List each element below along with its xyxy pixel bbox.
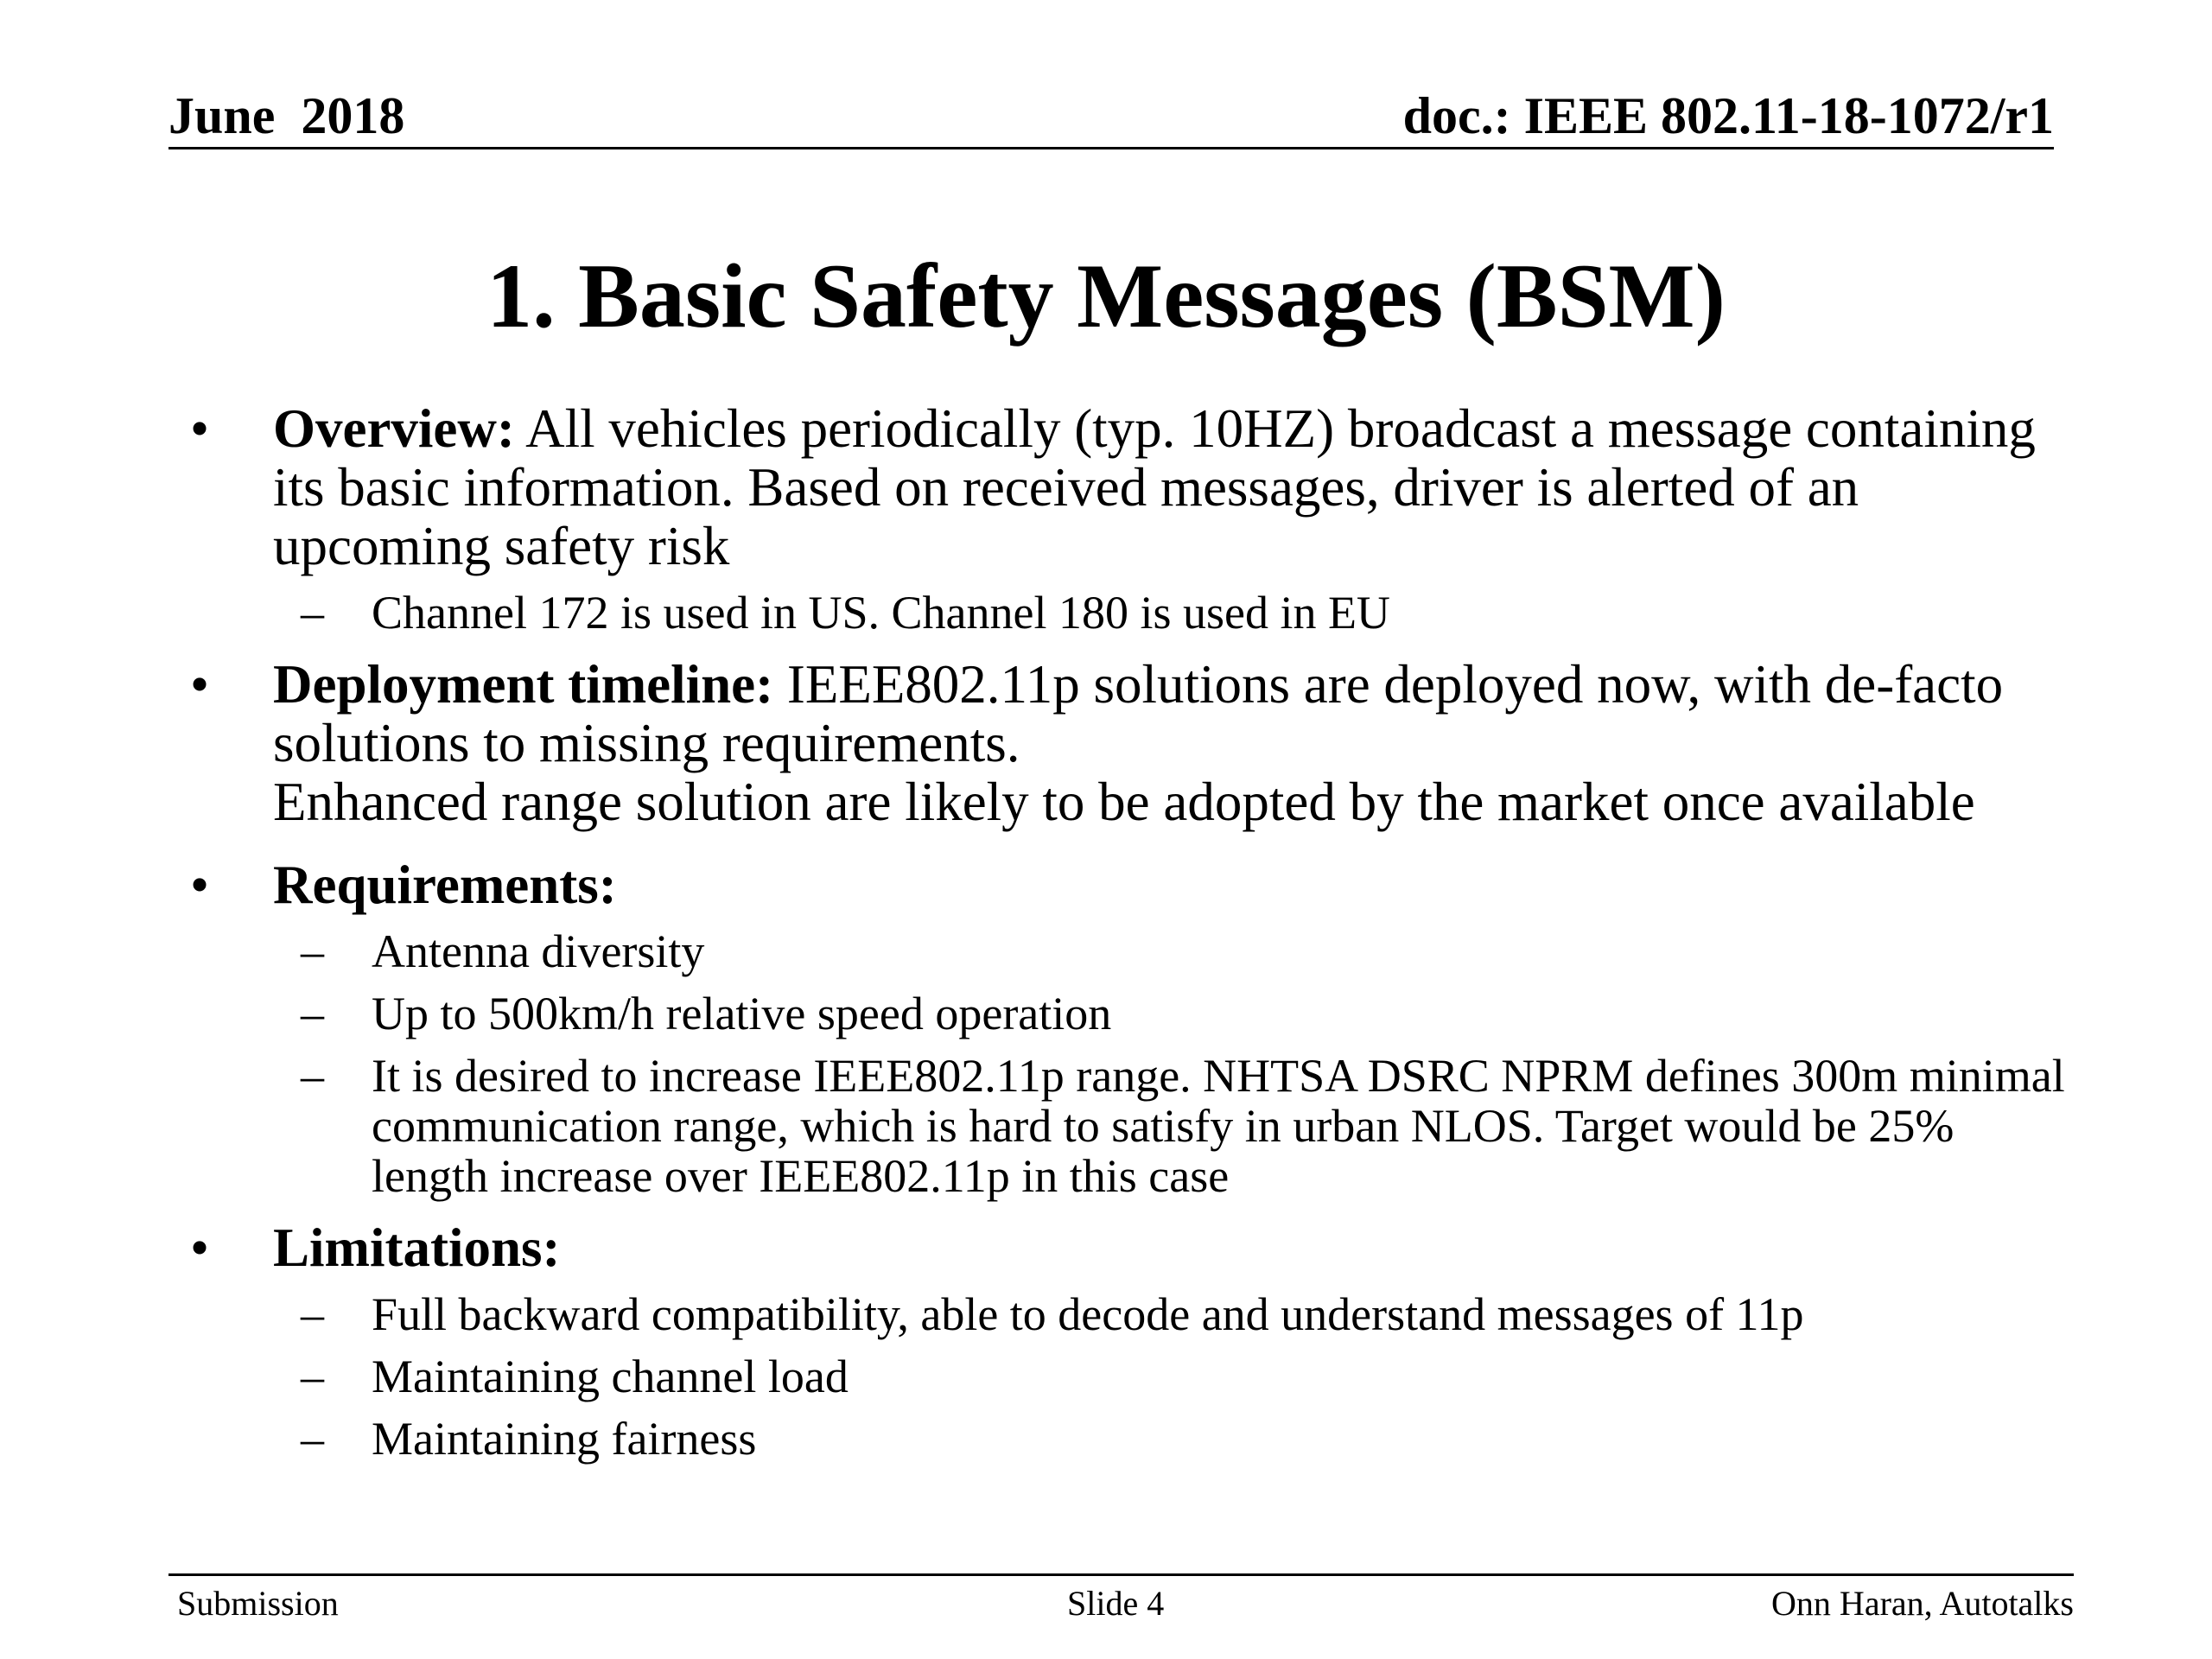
overview-text: All vehicles periodically (typ. 10HZ) broadcast a message containing its basic information. Based on received messages, driver is alerted of an upcoming safety risk [273, 398, 2036, 576]
bullet-dot-icon: • [190, 654, 210, 715]
sub-bullet-range: – It is desired to increase IEEE802.11p range. NHTSA DSRC NPRM defines 300m minimal communication range, which is hard to satisfy in urban NLOS. Target would be 25% length increase over IEEE802.11p in this case [301, 1050, 2065, 1202]
dash-icon: – [301, 925, 324, 977]
bullet-overview [173, 399, 2074, 575]
bullet-dot-icon: • [190, 398, 210, 459]
limitations-label: Limitations: [273, 1217, 561, 1278]
sub-bullet-antenna: – Antenna diversity [301, 925, 705, 977]
slide-body [173, 399, 2074, 1464]
bullet-dot-icon: • [190, 1217, 210, 1278]
slide-title: 1. Basic Safety Messages (BSM) [486, 245, 1726, 346]
deployment-text: IEEE802.11p solutions are deployed now, with de-facto solutions to missing requirements. [273, 654, 2004, 773]
header-date: June 2018 [168, 87, 405, 144]
dash-icon: – [301, 1413, 324, 1465]
sub-bullet-channel: – Channel 172 is used in US. Channel 180 is used in EU [301, 587, 1390, 639]
slide-footer [168, 1573, 2074, 1628]
footer-slide-number: Slide 4 [1067, 1584, 1165, 1623]
requirements-label: Requirements: [273, 855, 617, 915]
bullet-deployment [173, 655, 2074, 831]
sub-bullet-speed: – Up to 500km/h relative speed operation [301, 988, 1112, 1039]
footer-submission: Submission [177, 1584, 339, 1623]
dash-icon: – [301, 988, 324, 1039]
bullet-dot-icon: • [190, 855, 210, 915]
bullet-limitations [173, 1218, 2074, 1277]
sub-bullet-channel-load: – Maintaining channel load [301, 1351, 849, 1402]
deployment-label: Deployment timeline: [273, 654, 774, 715]
dash-icon: – [301, 1351, 324, 1402]
overview-label: Overview: [273, 398, 515, 459]
dash-icon: – [301, 1050, 324, 1102]
dash-icon: – [301, 1288, 324, 1340]
sub-bullet-fairness: – Maintaining fairness [301, 1413, 757, 1465]
footer-author: Onn Haran, Autotalks [1771, 1584, 2074, 1623]
slide-header [168, 86, 2054, 149]
bullet-requirements [173, 855, 2074, 914]
dash-icon: – [301, 587, 324, 639]
sub-bullet-compatibility: – Full backward compatibility, able to decode and understand messages of 11p [301, 1288, 1804, 1340]
header-doc-id: doc.: IEEE 802.11-18-1072/r1 [1402, 87, 2054, 144]
deployment-text-2: Enhanced range solution are likely to be adopted by the market once available [273, 772, 1975, 832]
